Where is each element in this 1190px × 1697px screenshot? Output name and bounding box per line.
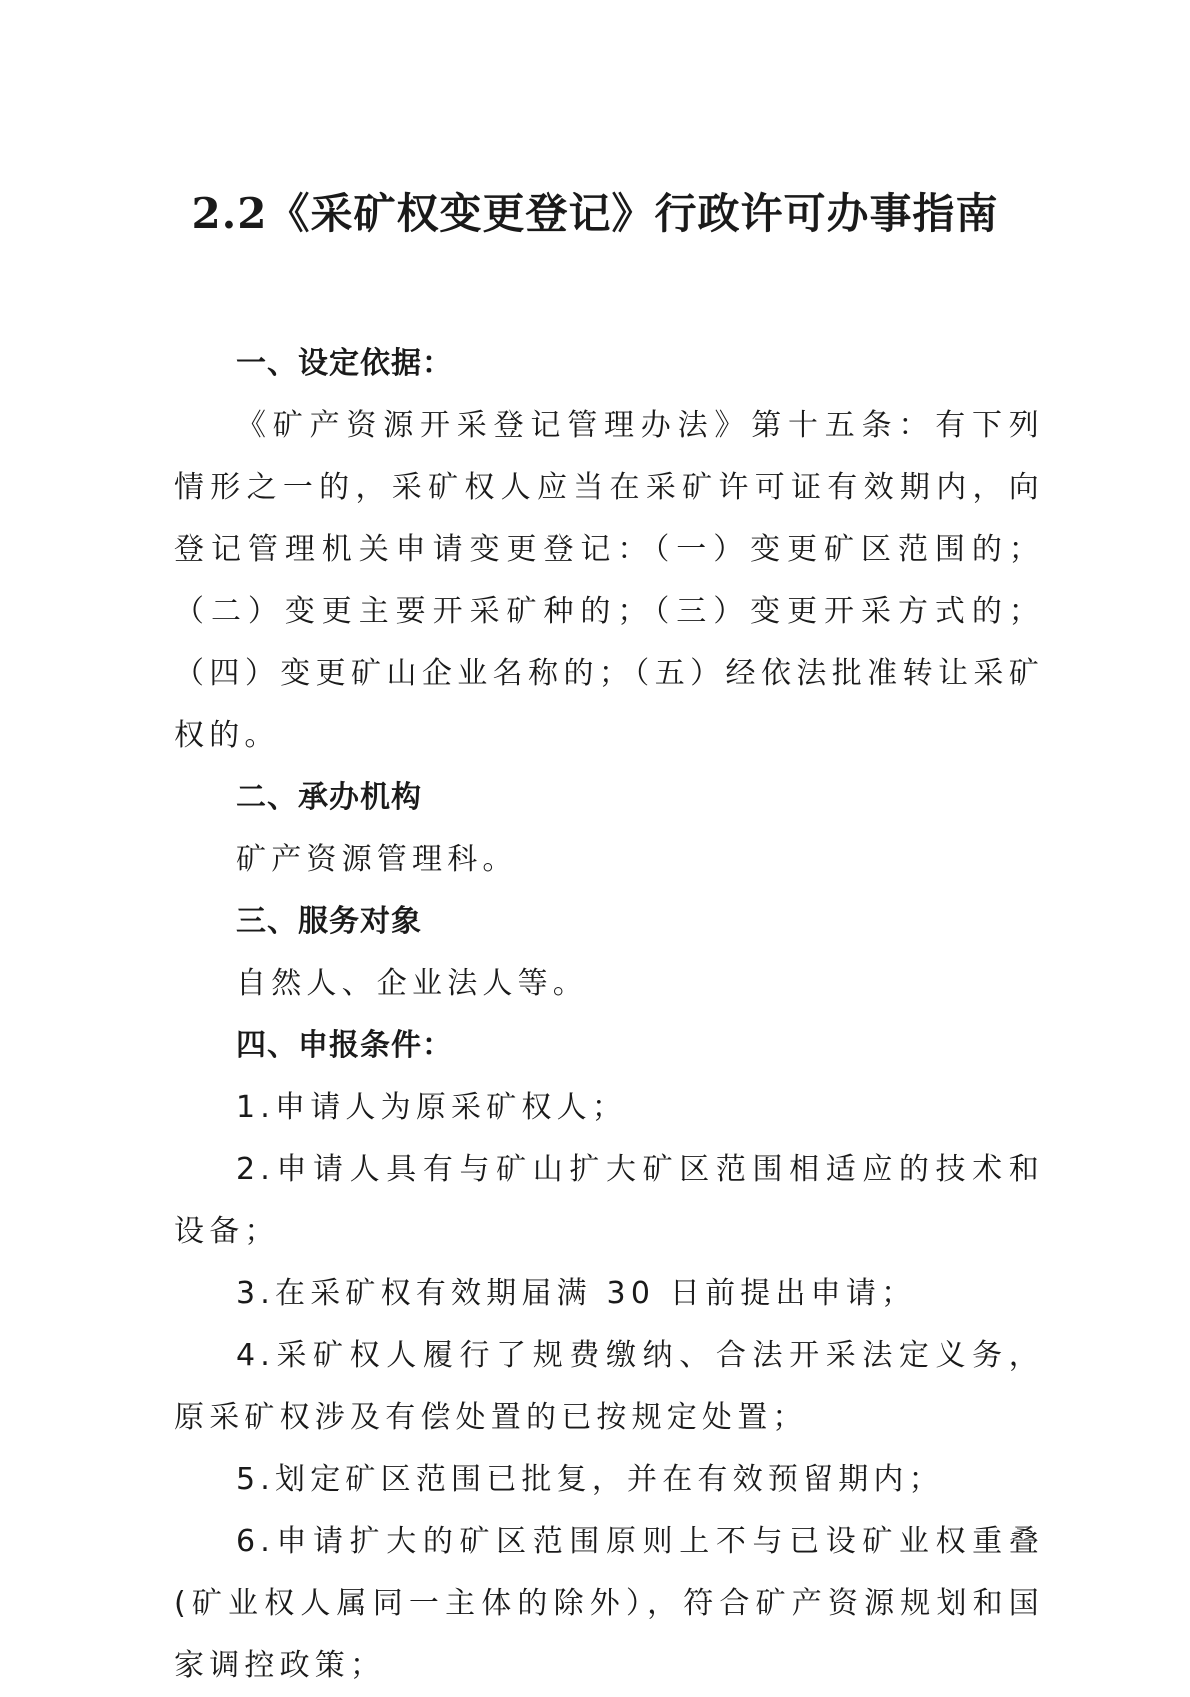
section-application-conditions bbox=[174, 1015, 1044, 1697]
section-handling-agency bbox=[174, 767, 1044, 891]
condition-item: 6.申请扩大的矿区范围原则上不与已设矿业权重叠(矿业权人属同一主体的除外），符合矿产资源规划和国家调控政策； bbox=[174, 1524, 1044, 1683]
document-body bbox=[174, 333, 1044, 1697]
section-heading: 四、申报条件： bbox=[236, 1028, 453, 1063]
condition-item: 4.采矿权人履行了规费缴纳、合法开采法定义务，原采矿权涉及有偿处置的已按规定处置； bbox=[174, 1338, 1044, 1435]
condition-item: 2.申请人具有与矿山扩大矿区范围相适应的技术和设备； bbox=[174, 1152, 1044, 1249]
section-service-target bbox=[174, 891, 1044, 1015]
paragraph: 自然人、企业法人等。 bbox=[236, 966, 588, 1001]
paragraph: 《矿产资源开采登记管理办法》第十五条：有下列情形之一的，采矿权人应当在采矿许可证有效期内，向登记管理机关申请变更登记：（一）变更矿区范围的；（二）变更主要开采矿种的；（三）变更开采方式的；（四）变更矿山企业名称的；（五）经依法批准转让采矿权的。 bbox=[174, 408, 1044, 753]
paragraph: 矿产资源管理科。 bbox=[236, 842, 518, 877]
condition-item: 1.申请人为原采矿权人； bbox=[236, 1090, 628, 1125]
condition-item: 3.在采矿权有效期届满 30 日前提出申请； bbox=[236, 1276, 917, 1311]
section-heading: 一、设定依据： bbox=[236, 346, 453, 381]
section-legal-basis bbox=[174, 333, 1044, 767]
section-heading: 二、承办机构 bbox=[236, 780, 422, 815]
section-heading: 三、服务对象 bbox=[236, 904, 422, 939]
document-title: 2.2《采矿权变更登记》行政许可办事指南 bbox=[191, 189, 999, 238]
condition-item: 5.划定矿区范围已批复，并在有效预留期内； bbox=[236, 1462, 944, 1497]
